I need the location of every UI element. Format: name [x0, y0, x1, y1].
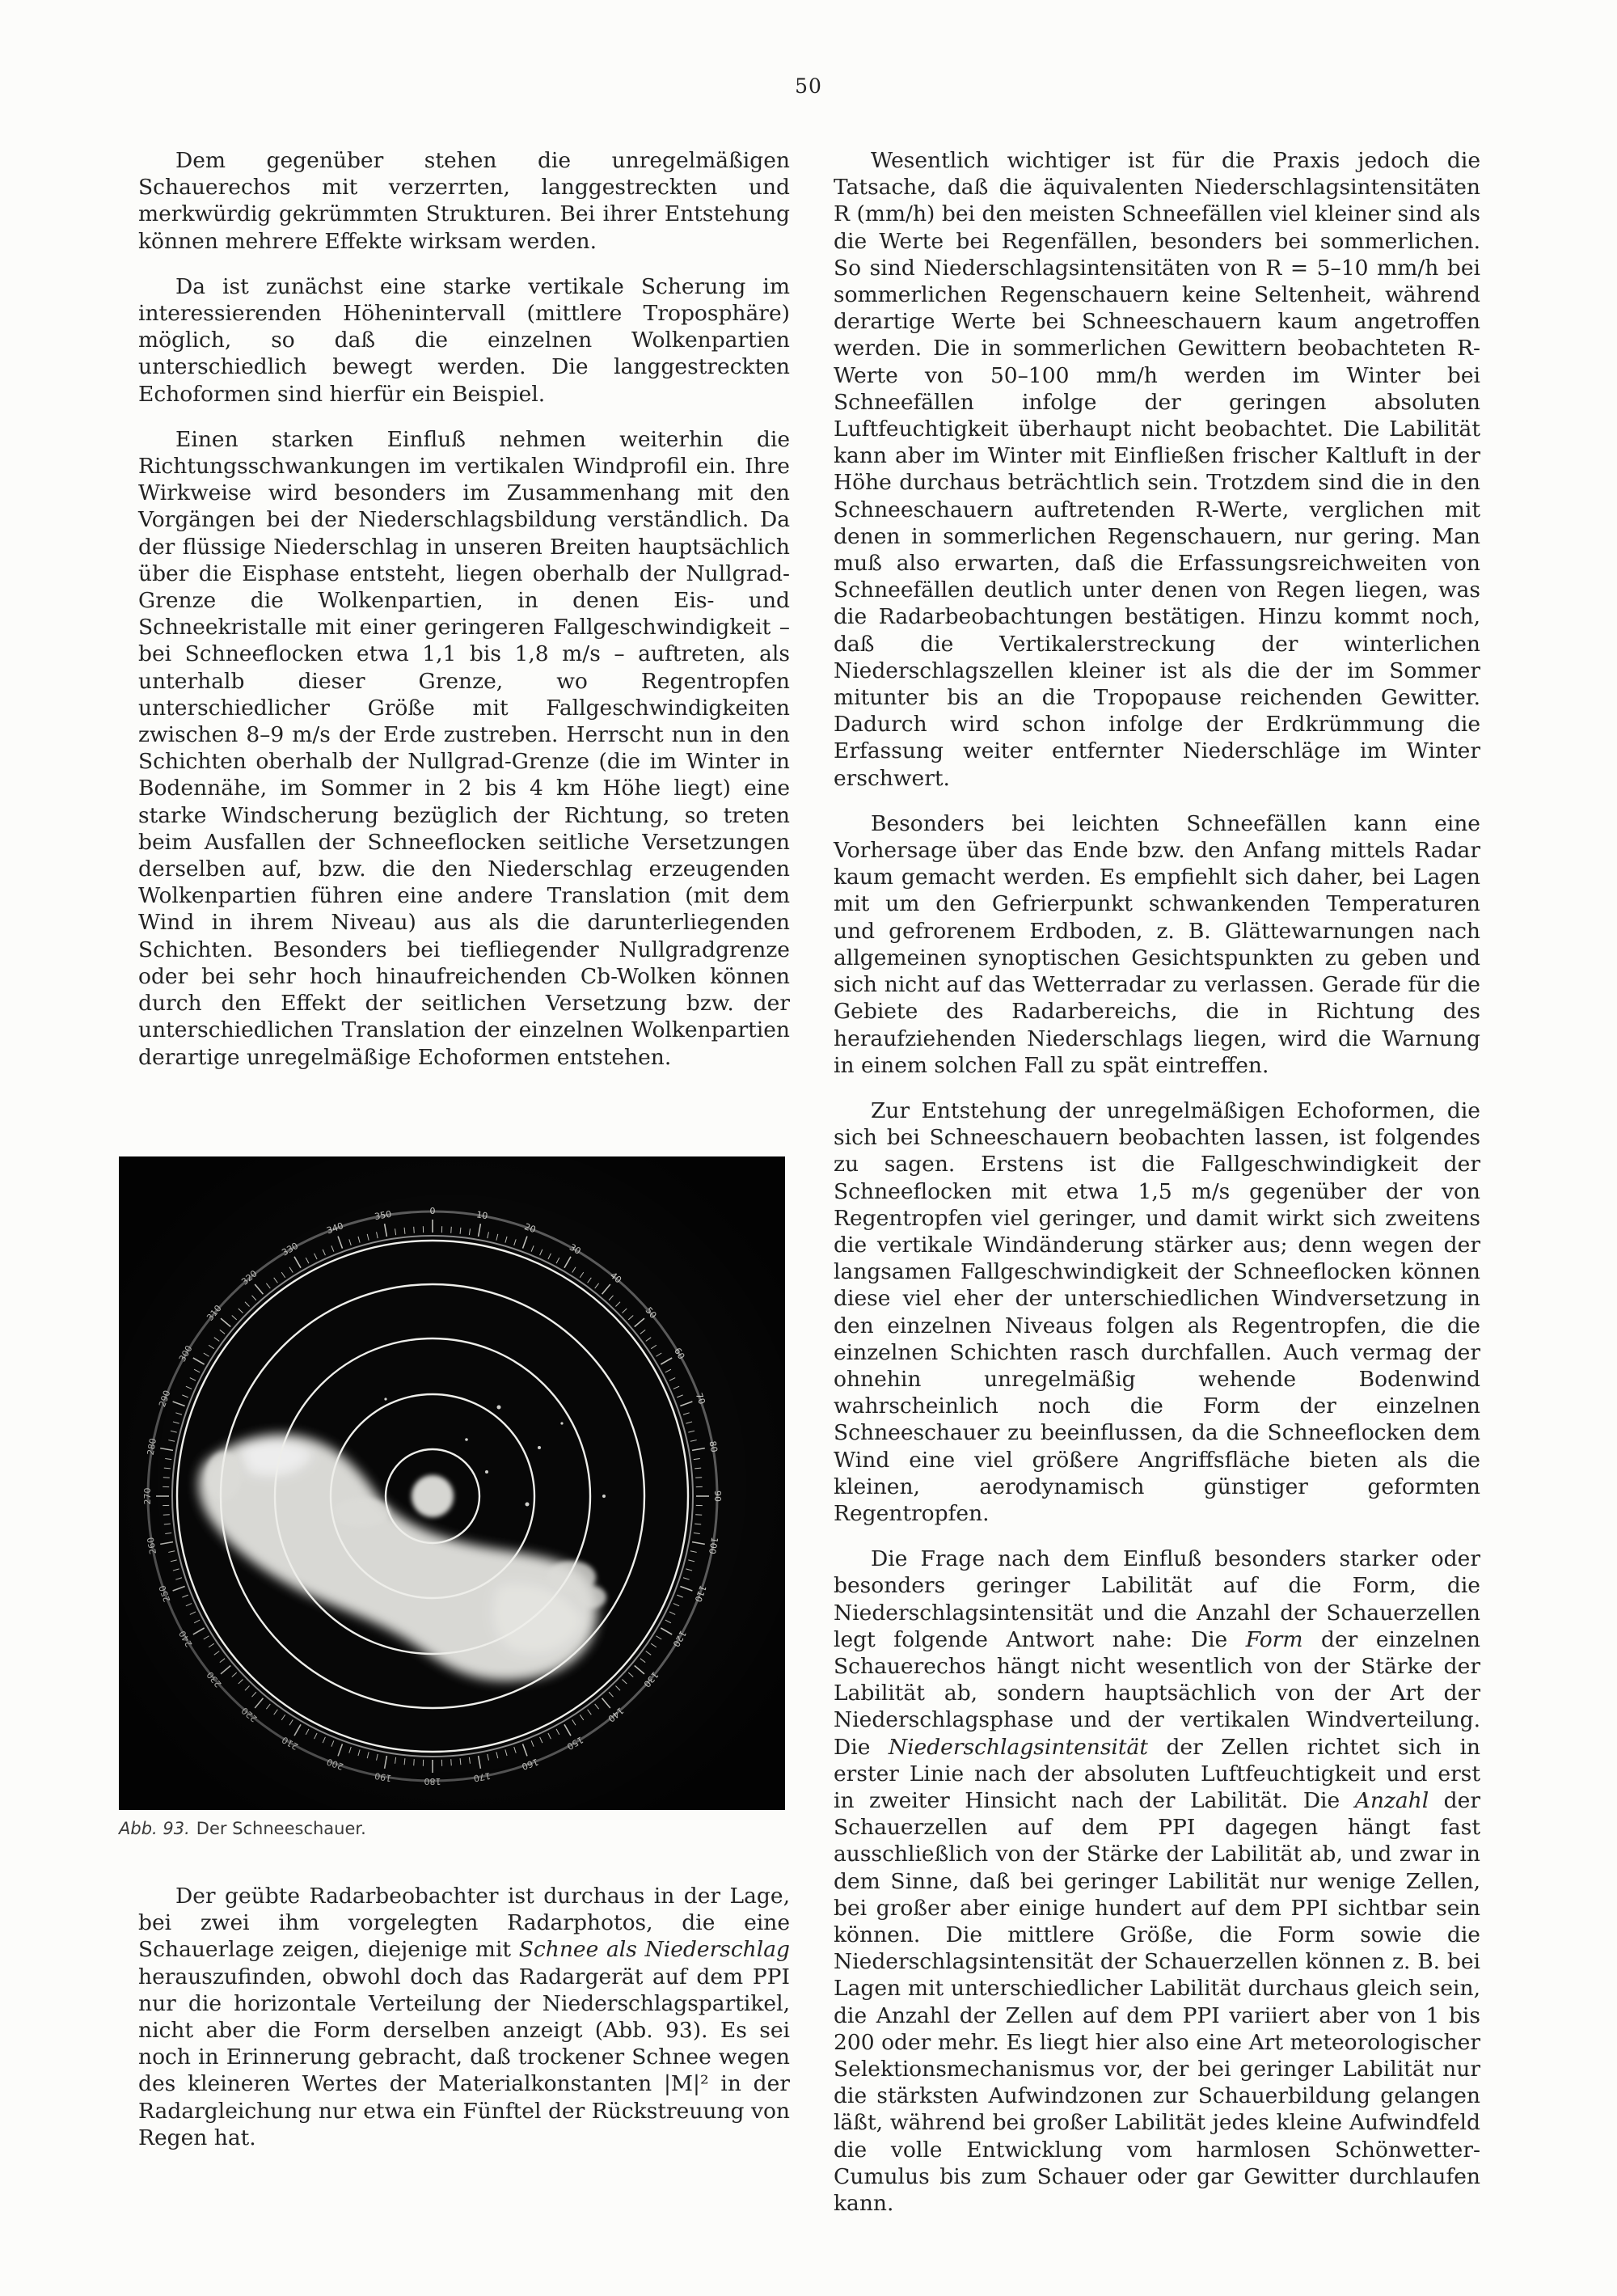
paragraph: Der geübte Radarbeobachter ist durchaus in der Lage, bei zwei ihm vorgelegten Radarphotos, die eine Schauerlage zeigen, diejenige mit Schnee als Niederschlag herauszufinden, obwohl doch das Radargerät auf dem PPI nur die horizontale Verteilung der Niederschlagspartikel, nicht aber die Form derselben anzeigt (Abb. 93). Es sei noch in Erinnerung gebracht, daß trockener Schnee wegen des kleineren Wertes der Materialkonstanten |M|² in der Radargleichung nur etwa ein Fünftel der Rückstreuung von Regen hat.: [138, 1884, 790, 2150]
right-column: [834, 147, 1480, 2235]
figure-label: Abb. 93.: [119, 1819, 190, 1838]
emphasis: Anzahl: [1354, 1787, 1429, 1813]
figure-93: [119, 1156, 785, 1839]
paragraph: Zur Entstehung der unregelmäßigen Echoformen, die sich bei Schneeschauern beobachten lassen, ist folgendes zu sagen. Erstens ist die Fallgeschwindigkeit der Schneeflocken mit etwa 1,5 m/s gegenüber der von Regentropfen viel geringer, und damit wirkt sich zweitens die vertikale Windänderung stärker aus; denn wegen der langsamen Fallgeschwindigkeit der Schneeflocken können diese viel eher der unterschiedlichen Windversetzung in den einzelnen Niveaus folgen als Regentropfen, die die einzelnen Schichten rasch durchfallen. Auch vermag der ohnehin unregelmäßig wehende Bodenwind wahrscheinlich noch die Form der einzelnen Schneeschauer zu beeinflussen, da die Schneeflocken dem Wind eine viel größere Angriffsfläche bieten als die kleinen, aerodynamisch günstiger geformten Regentropfen.: [834, 1097, 1480, 1526]
paragraph: Dem gegenüber stehen die unregelmäßigen Schauerechos mit verzerrten, langgestreckten und merkwürdig gekrümmten Strukturen. Bei ihrer Entstehung können mehrere Effekte wirksam werden.: [138, 148, 790, 254]
paragraph: Besonders bei leichten Schneefällen kann eine Vorhersage über das Ende bzw. den Anfang mittels Radar kaum gemacht werden. Es empfiehlt sich daher, bei Lagen mit um den Gefrierpunkt schwankenden Temperaturen und gefrorenem Erdboden, z. B. Glättewarnungen nach allgemeinen synoptischen Gesichtspunkten zu geben und sich nicht auf das Wetterradar zu verlassen. Gerade für die Gebiete des Radarbereichs, die in Richtung des heraufziehenden Niederschlags liegen, wird die Warnung in einem solchen Fall zu spät eintreffen.: [834, 810, 1480, 1078]
paragraph: Wesentlich wichtiger ist für die Praxis jedoch die Tatsache, daß die äquivalenten Niederschlagsintensitäten R (mm/h) bei den meisten Schneefällen viel kleiner sind als die Werte bei Regenfällen, besonders bei sommerlichen. So sind Niederschlagsintensitäten von R = 5–10 mm/h bei sommerlichen Regenschauern keine Seltenheit, während derartige Werte bei Schneeschauern kaum angetroffen werden. Die in sommerlichen Gewittern beobachteten R-Werte von 50–100 mm/h werden im Winter bei Schneefällen infolge der geringen absoluten Luftfeuchtigkeit überhaupt nicht beobachtet. Die Labilität kann aber im Winter mit Einfließen frischer Kaltluft in der Höhe durchaus beträchtlich sein. Trotzdem sind die in den Schneeschauern auftretenden R-Werte, verglichen mit denen in sommerlichen Regenschauern, nur gering. Man muß also erwarten, daß die Erfassungsreichweiten von Schneefällen deutlich unter denen von Regen liegen, was die Radarbeobachtungen bestätigen. Hinzu kommt noch, daß die Vertikalerstreckung der winterlichen Niederschlagszellen kleiner ist als die der im Sommer mitunter bis an die Tropopause reichenden Gewitter. Dadurch wird schon infolge der Erdkrümmung die Erfassung weiter entfernter Niederschläge im Winter erschwert.: [834, 148, 1480, 791]
paragraph: Die Frage nach dem Einfluß besonders starker oder besonders geringer Labilität auf die Form, die Niederschlagsintensität und die Anzahl der Schauerzellen legt folgende Antwort nahe: Die Form der einzelnen Schauerechos hängt nicht wesentlich von der Stärke der Labilität ab, sondern hauptsächlich von der Art der Niederschlagsphase und der vertikalen Windverteilung. Die Niederschlagsintensität der Zellen richtet sich in erster Linie nach der absoluten Luftfeuchtigkeit und erst in zweiter Hinsicht nach der Labilität. Die Anzahl der Schauerzellen auf dem PPI dagegen hängt fast ausschließlich von der Stärke der Labilität ab, und zwar in dem Sinne, daß bei geringer Labilität nur wenige Zellen, bei großer aber einige hundert auf dem PPI sichtbar sein können. Die mittlere Größe, die Form sowie die Niederschlagsintensität der Schauerzellen können z. B. bei Lagen mit unterschiedlicher Labilität durchaus gleich sein, die Anzahl der Zellen auf dem PPI variiert aber von 1 bis 200 oder mehr. Es liegt hier also eine Art meteorologischer Selektionsmechanismus vor, der bei geringer Labilität nur die stärksten Aufwindzonen zur Schauerbildung gelangen läßt, während bei großer Labilität jedes kleine Aufwindfeld die volle Entwicklung vom harmlosen Schönwetter-Cumulus bis zum Schauer oder gar Gewitter durchlaufen kann.: [834, 1546, 1480, 2217]
paragraph: Einen starken Einfluß nehmen weiterhin die Richtungsschwankungen im vertikalen Windprofil ein. Ihre Wirkweise wird besonders im Zusammenhang mit den Vorgängen bei der Niederschlagsbildung verständlich. Da der flüssige Niederschlag in unseren Breiten hauptsächlich über die Eisphase entsteht, liegen oberhalb der Nullgrad-Grenze die Wolkenpartien, in denen Eis- und Schneekristalle mit einer geringeren Fallgeschwindigkeit – bei Schneeflocken etwa 1,1 bis 1,8 m/s – auftreten, als unterhalb dieser Grenze, wo Regentropfen unterschiedlicher Größe mit Fallgeschwindigkeiten zwischen 8–9 m/s der Erde zustreben. Herrscht nun in den Schichten oberhalb der Nullgrad-Grenze (die im Winter in Bodennähe, im Sommer in 2 bis 4 km Höhe liegt) eine starke Windscherung bezüglich der Richtung, so treten beim Ausfallen der Schneeflocken seitliche Versetzungen derselben auf, bzw. die den Niederschlag erzeugenden Wolkenpartien führen eine andere Translation (mit dem Wind in ihrem Niveau) aus als die darunterliegenden Schichten. Besonders bei tiefliegender Nullgradgrenze oder bei sehr hoch hinaufreichenden Cb-Wolken können durch den Effekt der seitlichen Versetzung bzw. der unterschiedlichen Translation der einzelnen Wolkenpartien derartige unregelmäßige Echoformen entstehen.: [138, 426, 790, 1070]
emphasis: Niederschlagsintensität: [888, 1734, 1148, 1760]
paragraph: Da ist zunächst eine starke vertikale Scherung im interessierenden Höhenintervall (mittlere Troposphäre) möglich, so daß die einzelnen Wolkenpartien unterschiedlich bewegt werden. Die langgestreckten Echoformen sind hierfür ein Beispiel.: [138, 273, 790, 407]
emphasis: Schnee als Niederschlag: [518, 1937, 790, 1963]
left-column: [138, 147, 790, 1089]
figure-caption: [119, 1818, 785, 1839]
left-column-lower: [138, 1883, 790, 2170]
radar-ppi-photo: [119, 1156, 785, 1810]
page-number: 50: [795, 74, 822, 98]
figure-caption-text: Der Schneeschauer.: [196, 1819, 366, 1838]
emphasis: Form: [1245, 1626, 1303, 1652]
